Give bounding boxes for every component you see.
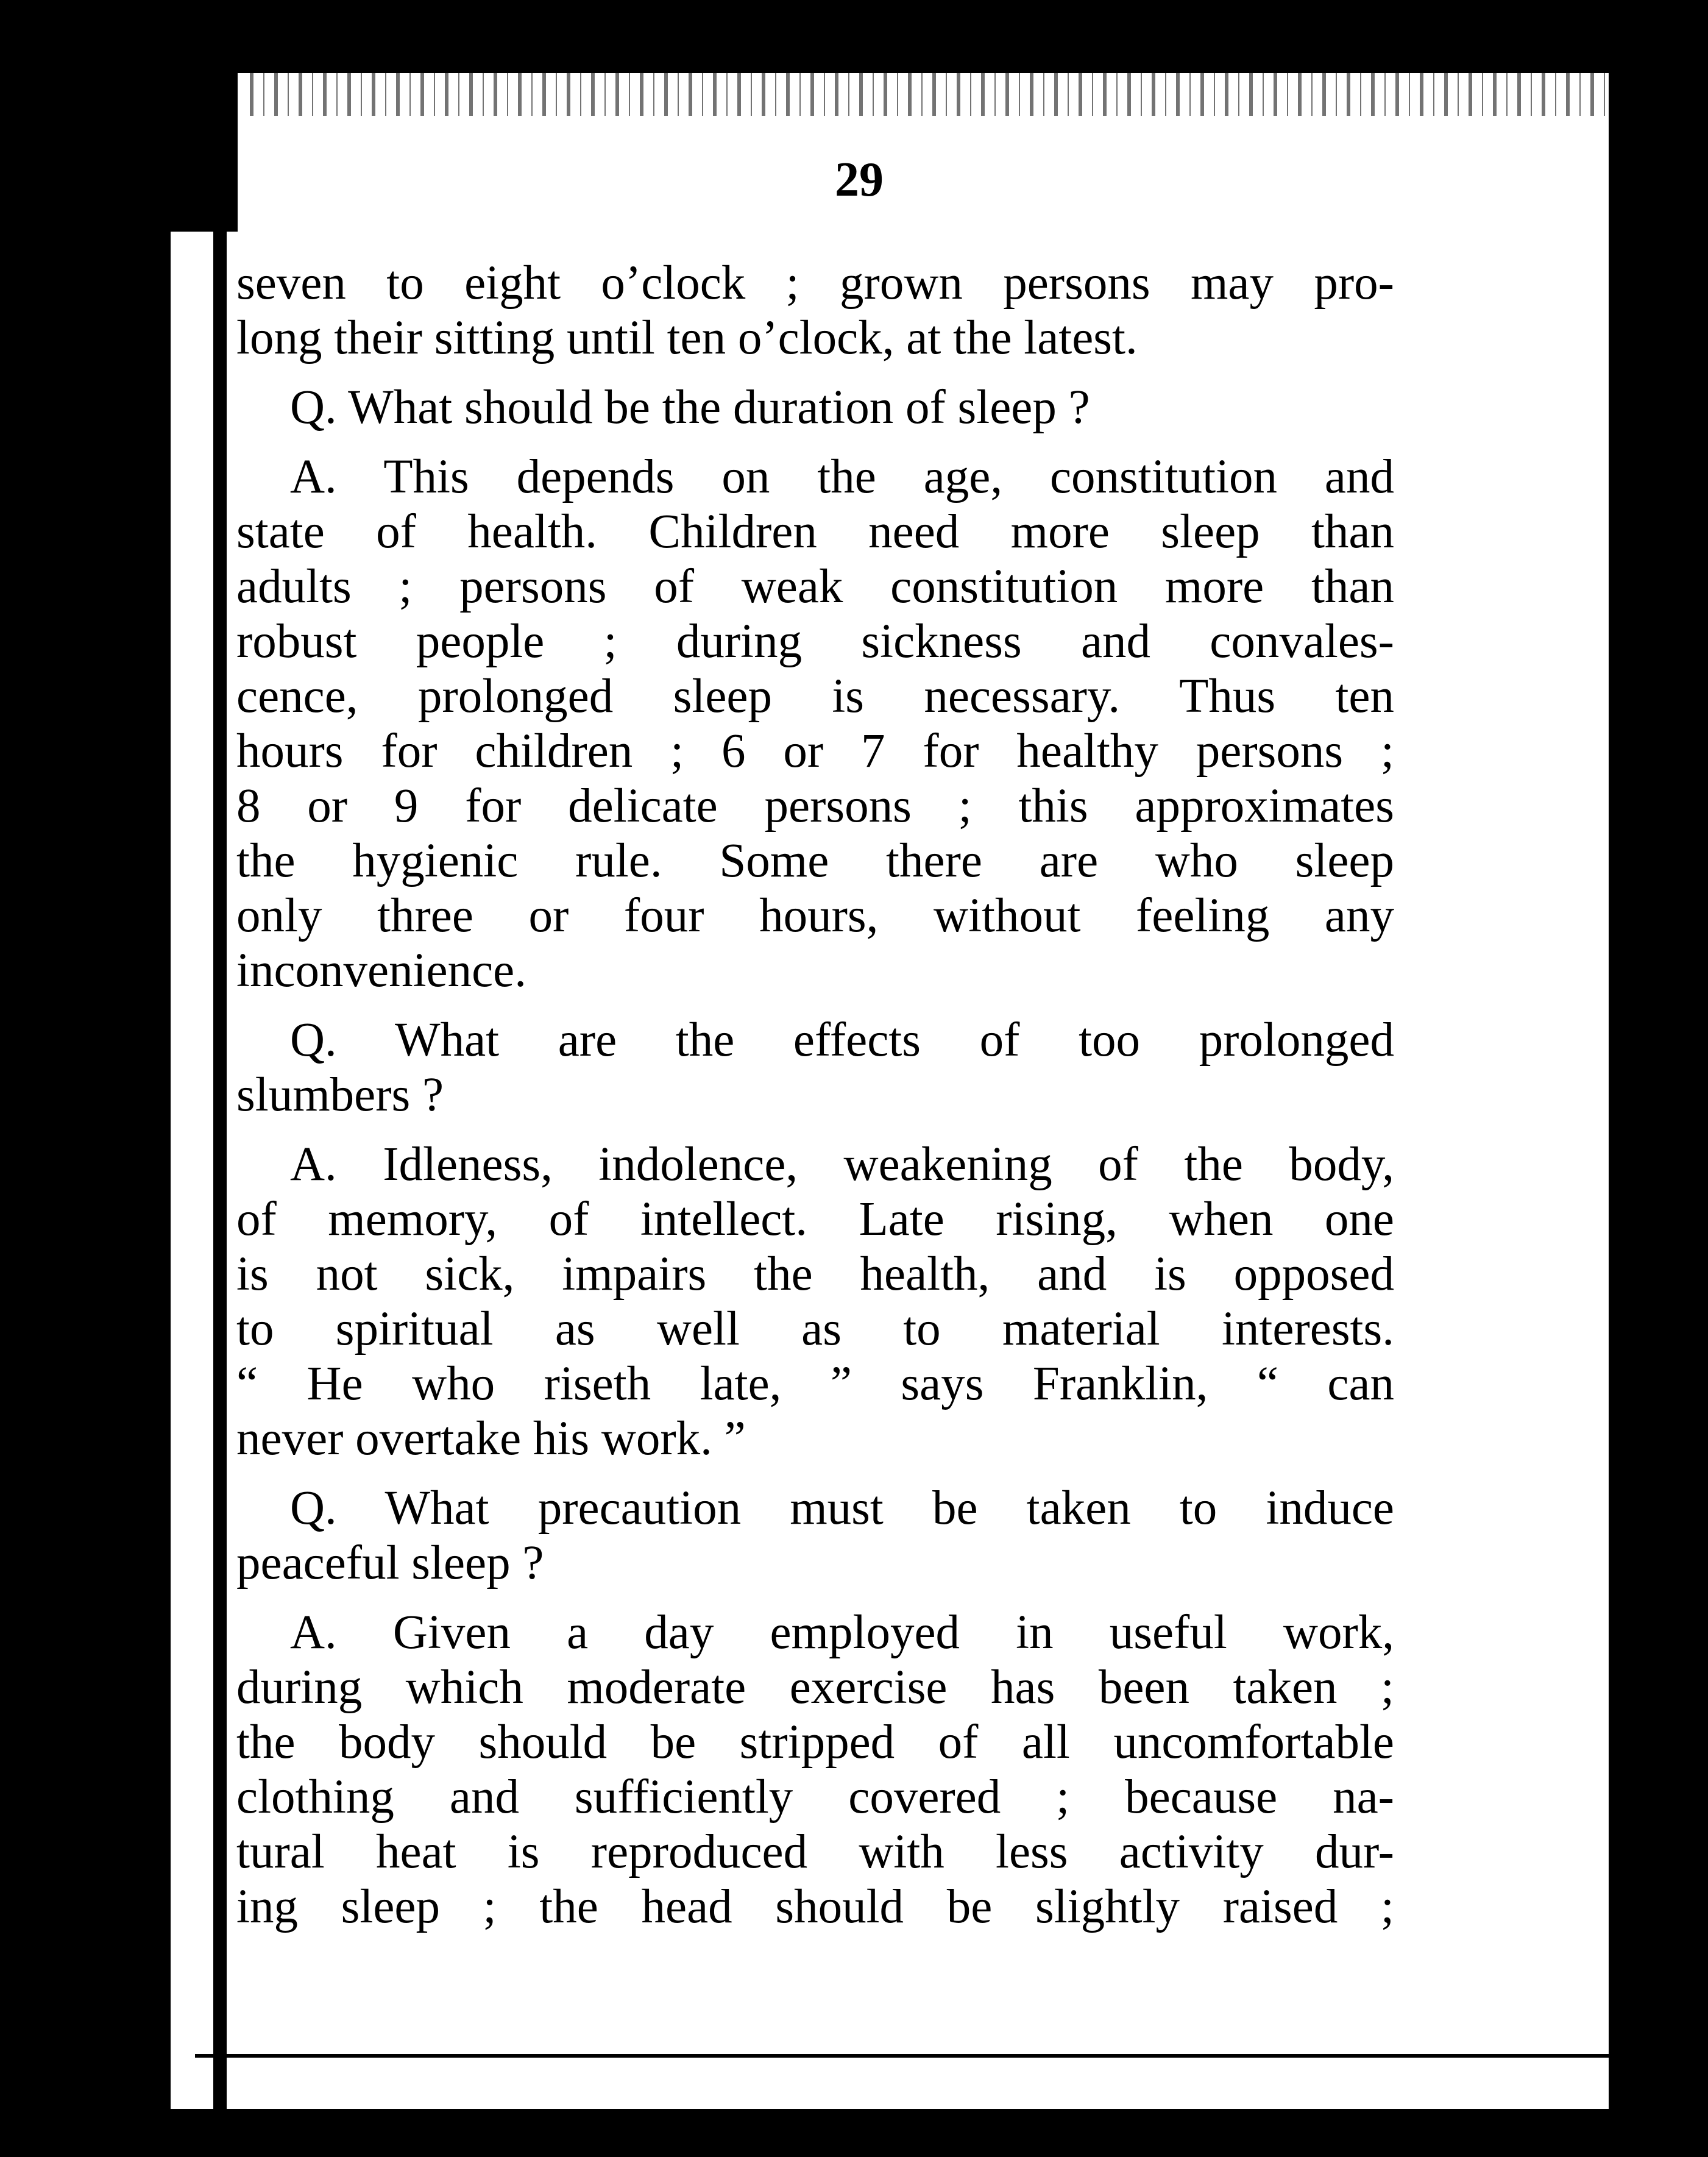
text-line: A. Given a day employed in useful work, [290,1606,1394,1659]
text-line: peaceful sleep ? [236,1537,544,1590]
text-line: tural heat is reproduced with less activity dur- [236,1825,1394,1878]
text-line: Q. What are the effects of too prolonged [290,1014,1394,1067]
binding-gutter [146,73,238,2109]
page-bottom-edge [195,2054,1609,2058]
text-line: robust people ; during sickness and convales- [236,615,1394,668]
text-line: only three or four hours, without feeling any [236,889,1394,942]
text-line: cence, prolonged sleep is necessary. Thus ten [236,670,1394,723]
answer-peaceful-sleep [236,1605,1394,1935]
text-line: is not sick, impairs the health, and is opposed [236,1248,1394,1301]
book-page [146,73,1609,2109]
body-text [236,256,1394,1949]
text-line: during which moderate exercise has been taken ; [236,1661,1394,1714]
text-line: long their sitting until ten o’clock, at the latest. [236,311,1138,364]
paragraph-continuation [236,256,1394,366]
page-number: 29 [835,153,884,207]
question-prolonged-slumbers [236,1013,1394,1123]
text-line: adults ; persons of weak constitution more than [236,560,1394,613]
scan-noise-top [250,73,1609,116]
question-sleep-duration [236,380,1394,435]
text-line: “ He who riseth late, ” says Franklin, “ can [236,1357,1394,1410]
text-line: clothing and sufficiently covered ; because na- [236,1771,1394,1824]
text-line: ing sleep ; the head should be slightly raised ; [236,1880,1394,1933]
answer-prolonged-slumbers [236,1137,1394,1466]
binding-shadow [171,73,238,232]
text-line: the body should be stripped of all uncomfortable [236,1716,1394,1769]
text-line: Q. What should be the duration of sleep ? [290,381,1090,434]
text-line: seven to eight o’clock ; grown persons may pro- [236,257,1394,310]
text-line: to spiritual as well as to material interests. [236,1302,1394,1356]
answer-sleep-duration [236,450,1394,998]
text-line: slumbers ? [236,1068,444,1121]
text-line: Q. What precaution must be taken to induce [290,1482,1394,1535]
text-line: never overtake his work. ” [236,1412,746,1465]
text-line: of memory, of intellect. Late rising, when one [236,1193,1394,1246]
text-line: hours for children ; 6 or 7 for healthy persons ; [236,725,1394,778]
text-line: state of health. Children need more sleep than [236,505,1394,558]
binding-spine [213,73,227,2109]
text-line: A. Idleness, indolence, weakening of the body, [290,1138,1394,1191]
binding-edge [146,73,171,2109]
text-line: A. This depends on the age, constitution and [290,450,1394,503]
question-peaceful-sleep [236,1481,1394,1591]
text-line: the hygienic rule. Some there are who sleep [236,834,1394,887]
text-line: 8 or 9 for delicate persons ; this approximates [236,780,1394,833]
text-line: inconvenience. [236,944,526,997]
